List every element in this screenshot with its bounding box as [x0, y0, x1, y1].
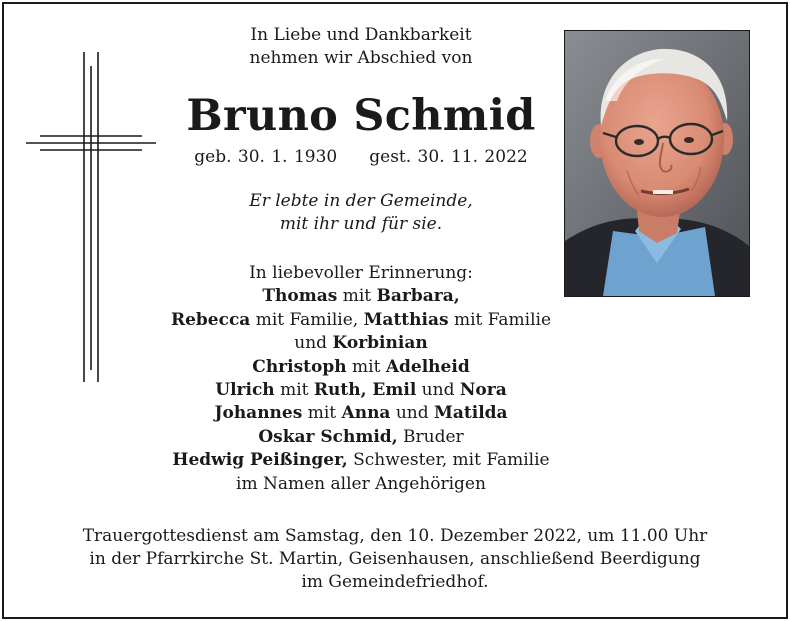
death-date: gest. 30. 11. 2022 — [369, 147, 528, 167]
mourner-line — [124, 426, 598, 449]
mourner-name: Korbinian — [332, 333, 428, 354]
service-line-2: in der Pfarrkirche St. Martin, Geisenhausen, anschließend Beerdigung — [89, 549, 701, 569]
mourner-line — [124, 285, 598, 308]
mourner-name: Hedwig Peißinger, — [172, 450, 348, 471]
intro-line-2: nehmen wir Abschied von — [249, 48, 473, 68]
mourner-name: Matilda — [434, 403, 508, 424]
mourner-text: und — [390, 403, 435, 424]
mourner-line — [124, 402, 598, 425]
mourner-line — [124, 449, 598, 472]
mourners-closing: im Namen aller Angehörigen — [236, 473, 486, 494]
mourner-text: mit — [274, 380, 314, 401]
mourner-name: Nora — [459, 380, 507, 401]
portrait-illustration — [565, 31, 749, 296]
mourner-name: Thomas — [262, 286, 338, 307]
mourner-line — [124, 332, 598, 355]
mourner-name: Johannes — [214, 403, 303, 424]
mourner-name: Matthias — [363, 309, 449, 330]
mourner-text: und — [294, 333, 333, 354]
funeral-service-info — [24, 525, 766, 594]
mourner-name: Anna — [341, 403, 391, 424]
mourners-list — [124, 262, 598, 496]
mourner-name: Ulrich — [215, 380, 275, 401]
mourner-name: Ruth, Emil — [313, 380, 417, 401]
mourner-text: mit Familie — [448, 309, 552, 330]
mourner-name: Oskar Schmid, — [258, 426, 398, 447]
mourner-text: Bruder — [397, 426, 464, 447]
mourner-line — [124, 309, 598, 332]
mourner-line — [124, 356, 598, 379]
birth-date: geb. 30. 1. 1930 — [194, 147, 338, 167]
memorial-quote — [154, 190, 568, 236]
mourner-text: Schwester, mit Familie — [347, 450, 550, 471]
mourner-text: mit — [337, 286, 377, 307]
intro-text — [154, 24, 568, 70]
service-line-1: Trauergottesdienst am Samstag, den 10. Dezember 2022, um 11.00 Uhr — [82, 526, 708, 546]
quote-line-2: mit ihr und für sie. — [279, 214, 443, 234]
mourner-line — [124, 379, 598, 402]
portrait-photo — [564, 30, 750, 297]
mourner-name: Adelheid — [385, 356, 470, 377]
life-dates — [154, 144, 568, 170]
deceased-name: Bruno Schmid — [186, 91, 536, 141]
mourner-text: mit Familie, — [250, 309, 364, 330]
mourners-heading: In liebevoller Erinnerung: — [249, 263, 473, 283]
service-line-3: im Gemeindefriedhof. — [301, 572, 489, 592]
mourner-text: mit — [346, 356, 386, 377]
mourner-name: Rebecca — [170, 309, 251, 330]
intro-line-1: In Liebe und Dankbarkeit — [250, 25, 472, 45]
mourner-text: mit — [302, 403, 342, 424]
quote-line-1: Er lebte in der Gemeinde, — [249, 191, 473, 211]
death-notice — [2, 2, 788, 619]
mourner-name: Christoph — [252, 356, 347, 377]
mourner-text: und — [416, 380, 460, 401]
mourner-name: Barbara, — [376, 286, 460, 307]
